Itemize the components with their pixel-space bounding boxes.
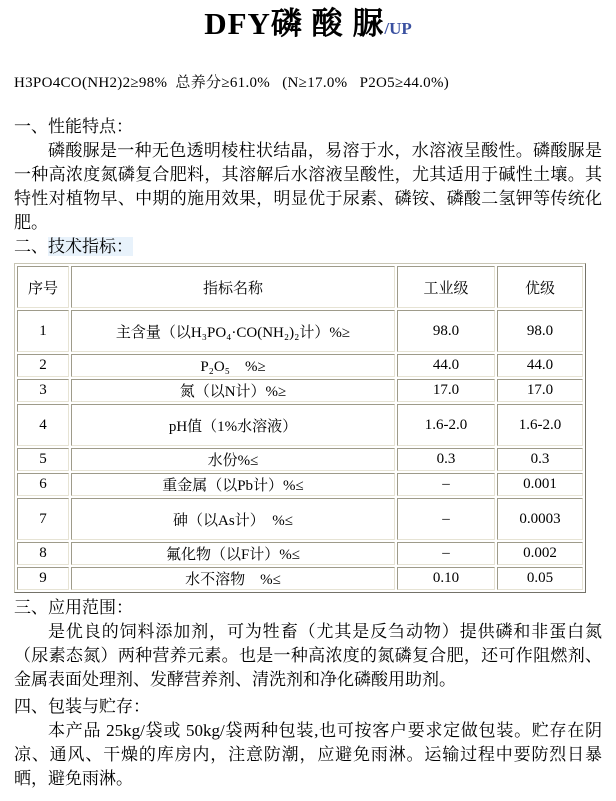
section-heading-features: 一、性能特点： bbox=[14, 117, 133, 136]
spec-table bbox=[14, 263, 586, 593]
table-header-row bbox=[17, 266, 583, 308]
header-premium-grade: 优级 bbox=[497, 266, 583, 308]
spec-name-cell: 砷（以As计） %≤ bbox=[71, 498, 395, 540]
section-heading-applications: 三、应用范围： bbox=[14, 598, 133, 617]
row-number-cell: 3 bbox=[17, 379, 69, 402]
industrial-grade-cell: – bbox=[397, 473, 495, 496]
industrial-grade-cell: – bbox=[397, 498, 495, 540]
features-paragraph: 磷酸脲是一种无色透明棱柱状结晶，易溶于水，水溶液呈酸性。磷酸脲是一种高浓度氮磷复合肥料，其溶解后水溶液呈酸性，尤其适用于碱性土壤。其特性对植物早、中期的施用效果，明显优于尿素、磷铵、磷酸二氢钾等传统化肥。 bbox=[14, 141, 602, 232]
industrial-grade-cell: 17.0 bbox=[397, 379, 495, 402]
spec-name-cell: 氟化物（以F计）%≤ bbox=[71, 542, 395, 565]
spec-name-cell: 水不溶物 %≤ bbox=[71, 567, 395, 590]
header-industrial-grade: 工业级 bbox=[397, 266, 495, 308]
premium-grade-cell: 0.0003 bbox=[497, 498, 583, 540]
row-number-cell: 7 bbox=[17, 498, 69, 540]
premium-grade-cell: 17.0 bbox=[497, 379, 583, 402]
document-title bbox=[14, 4, 602, 50]
industrial-grade-cell: 0.10 bbox=[397, 567, 495, 590]
spec-name-cell: P₂O₅ %≥ bbox=[71, 354, 395, 377]
header-row-number: 序号 bbox=[17, 266, 69, 308]
spec-name-cell: 氮（以N计）%≥ bbox=[71, 379, 395, 402]
section-heading-packaging: 四、包装与贮存： bbox=[14, 697, 150, 716]
premium-grade-cell: 0.05 bbox=[497, 567, 583, 590]
premium-grade-cell: 44.0 bbox=[497, 354, 583, 377]
spec-name-cell: 主含量（以H₃PO₄·CO(NH₂)₂计）%≥ bbox=[71, 310, 395, 352]
industrial-grade-cell: 1.6-2.0 bbox=[397, 404, 495, 446]
specs-heading-prefix: 二、 bbox=[14, 237, 48, 256]
table-row bbox=[17, 498, 583, 540]
row-number-cell: 9 bbox=[17, 567, 69, 590]
table-row bbox=[17, 379, 583, 402]
formula-line: H3PO4CO(NH2)2≥98% 总养分≥61.0% (N≥17.0% P2O5≥44.0%) bbox=[14, 75, 450, 91]
spec-name-cell: pH值（1%水溶液） bbox=[71, 404, 395, 446]
packaging-paragraph: 本产品 25kg/袋或 50kg/袋两种包装,也可按客户要求定做包装。贮存在阴凉、通风、干燥的库房内，注意防潮，应避免雨淋。运输过程中要防烈日暴晒，避免雨淋。 bbox=[14, 721, 602, 788]
row-number-cell: 6 bbox=[17, 473, 69, 496]
table-row bbox=[17, 404, 583, 446]
bottom-sections bbox=[14, 596, 602, 791]
row-number-cell: 1 bbox=[17, 310, 69, 352]
spec-name-cell: 水份%≤ bbox=[71, 448, 395, 471]
specs-heading-text: 技术指标： bbox=[48, 237, 133, 256]
section-heading-specs bbox=[14, 235, 602, 259]
table-row bbox=[17, 354, 583, 377]
industrial-grade-cell: 98.0 bbox=[397, 310, 495, 352]
row-number-cell: 8 bbox=[17, 542, 69, 565]
product-title-suffix: /UP bbox=[384, 19, 412, 38]
table-row bbox=[17, 567, 583, 590]
spec-name-cell: 重金属（以Pb计）%≤ bbox=[71, 473, 395, 496]
row-number-cell: 2 bbox=[17, 354, 69, 377]
premium-grade-cell: 0.3 bbox=[497, 448, 583, 471]
premium-grade-cell: 98.0 bbox=[497, 310, 583, 352]
product-title-text: DFY磷 酸 脲 bbox=[204, 6, 385, 41]
industrial-grade-cell: 44.0 bbox=[397, 354, 495, 377]
header-spec-name: 指标名称 bbox=[71, 266, 395, 308]
premium-grade-cell: 0.001 bbox=[497, 473, 583, 496]
applications-paragraph: 是优良的饲料添加剂，可为牲畜（尤其是反刍动物）提供磷和非蛋白氮（尿素态氮）两种营养元素。也是一种高浓度的氮磷复合肥，还可作阻燃剂、金属表面处理剂、发酵营养剂、清洗剂和净化磷酸用助剂。 bbox=[14, 622, 602, 689]
premium-grade-cell: 0.002 bbox=[497, 542, 583, 565]
table-row bbox=[17, 473, 583, 496]
industrial-grade-cell: – bbox=[397, 542, 495, 565]
table-row bbox=[17, 310, 583, 352]
row-number-cell: 5 bbox=[17, 448, 69, 471]
table-row bbox=[17, 448, 583, 471]
table-row bbox=[17, 542, 583, 565]
industrial-grade-cell: 0.3 bbox=[397, 448, 495, 471]
premium-grade-cell: 1.6-2.0 bbox=[497, 404, 583, 446]
row-number-cell: 4 bbox=[17, 404, 69, 446]
